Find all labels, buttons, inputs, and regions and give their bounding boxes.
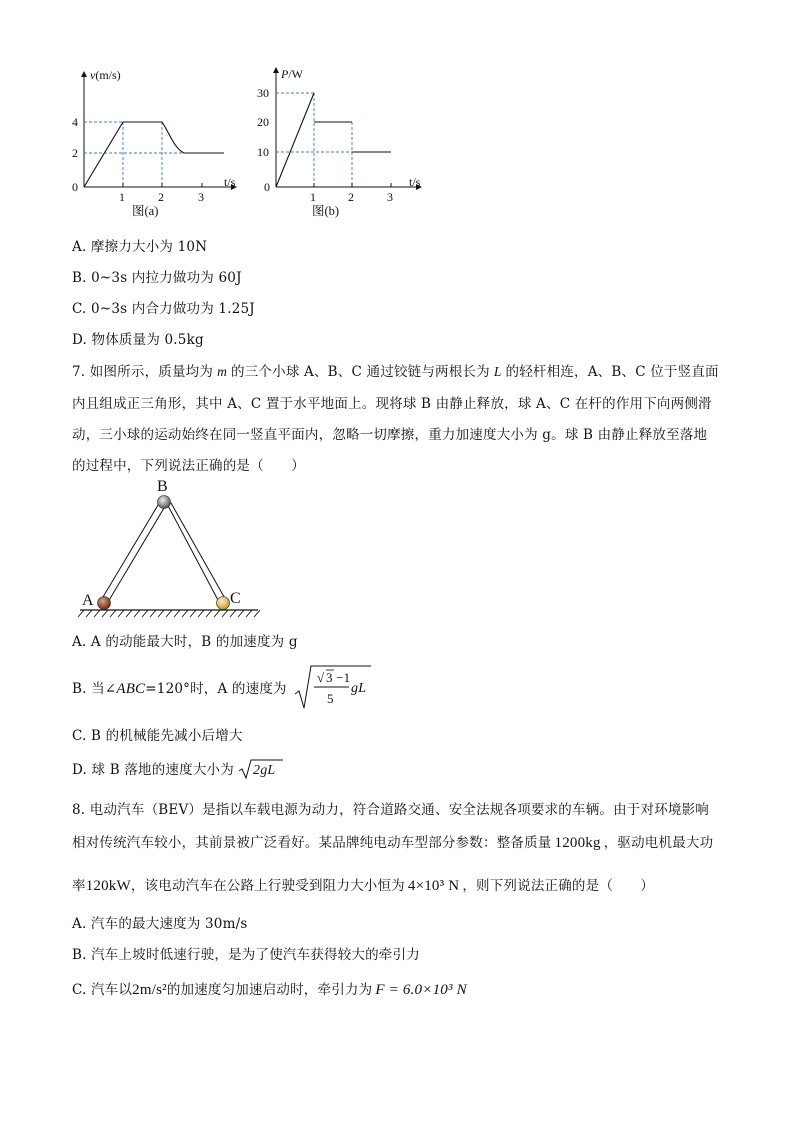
y-axis-label: P/W — [281, 67, 304, 81]
triangle-figure — [76, 480, 276, 620]
frac-tail: gL — [351, 681, 367, 696]
q8-option-c: C. 汽车以2m/s²的加速度匀加速启动时，牵引力为 F = 6.0×10³ N — [72, 982, 467, 998]
frac-den: 5 — [327, 691, 334, 706]
sqrt-2gl — [238, 758, 284, 780]
q7-option-b: B. 当∠ABC=120°时，A 的速度为 √ 3 −1 5 gL — [72, 664, 373, 712]
ball-b — [158, 496, 171, 509]
q8-option-a: A. 汽车的最大速度为 30m/s — [72, 916, 248, 932]
graph-b — [256, 62, 436, 222]
q7-option-a: A. A 的动能最大时，B 的加速度为 g — [72, 634, 298, 650]
q6-option-b: B. 0~3s 内拉力做功为 60J — [72, 270, 242, 286]
q6-option-a: A. 摩擦力大小为 10N — [72, 239, 208, 255]
rod-ab — [100, 500, 167, 602]
q7-option-c: C. B 的机械能先减小后增大 — [72, 728, 243, 744]
y-axis-label: v(m/s) — [90, 68, 121, 82]
x-tick-2: 2 — [158, 190, 164, 204]
svg-text:√: √ — [317, 670, 325, 685]
x-tick-3: 3 — [387, 190, 393, 204]
y-tick-2: 2 — [72, 146, 78, 160]
ball-c — [217, 597, 230, 610]
frac-num: 3 −1 — [326, 670, 351, 685]
y-tick-10: 10 — [257, 145, 269, 159]
q6-option-c: C. 0~3s 内合力做功为 1.25J — [72, 301, 255, 317]
rod-bc — [165, 500, 227, 602]
y-tick-0: 0 — [72, 180, 78, 194]
label-c: C — [230, 590, 241, 607]
y-tick-4: 4 — [72, 115, 78, 129]
svg-text:2gL: 2gL — [253, 763, 276, 778]
x-tick-3: 3 — [198, 190, 204, 204]
graph-a — [66, 62, 246, 222]
y-tick-30: 30 — [257, 86, 269, 100]
q7-line-3: 动，三小球的运动始终在同一竖直平面内，忽略一切摩擦，重力加速度大小为 g。球 B 由静止释放至落地 — [72, 427, 708, 443]
velocity-curve — [84, 122, 224, 187]
x-axis-label: t/s — [224, 175, 236, 189]
label-b: B — [157, 480, 168, 495]
q7-line-4: 的过程中，下列说法正确的是（ ） — [72, 458, 305, 474]
q7-line-1: 7. 如图所示，质量均为 m 的三个小球 A、B、C 通过铰链与两根长为 L 的轻杆相连，A、B、C 位于竖直面 — [72, 364, 719, 380]
q7-line-2: 内且组成正三角形，其中 A、C 置于水平地面上。现将球 B 由静止释放，球 A、C 在杆的作用下向两侧滑 — [72, 396, 712, 412]
sqrt-fraction — [293, 664, 373, 710]
caption-b: 图(b) — [312, 204, 340, 218]
ball-a — [98, 597, 111, 610]
q8-line-1: 8. 电动汽车（BEV）是指以车载电源为动力，符合道路交通、安全法规各项要求的车辆。由于对环境影响 — [72, 802, 709, 818]
q8-option-b: B. 汽车上坡时低速行驶，是为了使汽车获得较大的牵引力 — [72, 947, 420, 963]
x-tick-2: 2 — [348, 190, 354, 204]
caption-a: 图(a) — [132, 204, 159, 218]
q8-line-3: 率120kW，该电动汽车在公路上行驶受到阻力大小恒为 4×10³ N ，则下列说法正确的是（ ） — [72, 878, 655, 894]
y-tick-20: 20 — [257, 115, 269, 129]
x-axis-label: t/s — [409, 175, 421, 189]
q6-option-d: D. 物体质量为 0.5kg — [72, 332, 204, 348]
x-tick-1: 1 — [119, 190, 125, 204]
q7-option-d: D. 球 B 落地的速度大小为 2gL — [72, 758, 284, 780]
y-tick-0: 0 — [264, 180, 270, 194]
label-a: A — [82, 592, 94, 609]
power-segment-1 — [276, 93, 314, 187]
x-tick-1: 1 — [310, 190, 316, 204]
q8-line-2: 相对传统汽车较小，其前景被广泛看好。某品牌纯电动车型部分参数：整备质量 1200kg ，驱动电机最大功 — [72, 835, 714, 851]
ground-hatching — [78, 610, 260, 617]
